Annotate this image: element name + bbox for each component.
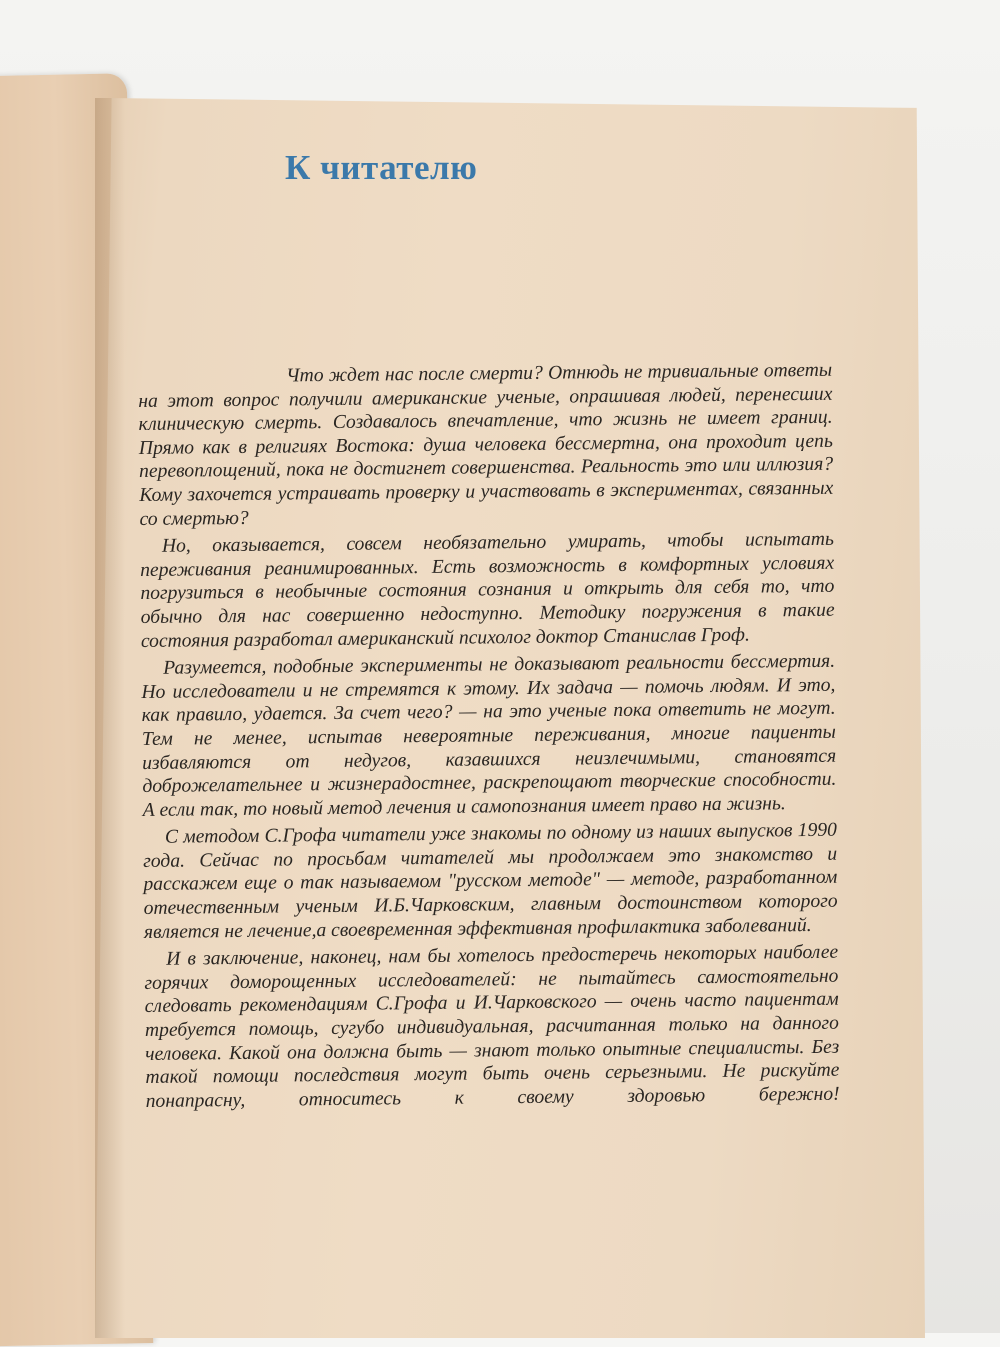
page-title: К читателю (285, 148, 478, 187)
paragraph-2: Но, оказывается, совсем необязательно умирать, чтобы испытать переживания реанимированных. Есть возможность в комфортных условиях погрузиться в необычные состояния сознания и открыть для себя то, что обычно для нас совершенно недоступно. Методику погружения в такие состояния разработал американский психолог доктор Станислав Гроф. (140, 528, 835, 652)
paragraph-5: И в заключение, наконец, нам бы хотелось предостеречь некоторых наиболее горячих доморощенных исследователей: не пытайтесь самостоятельно следовать рекомендациям С.Грофа и И.Чарковского — очень часто пациентам требуется помощь, сугубо индивидуальная, расчитанная только на данного человека. Какой она должна быть — знают только опытные специалисты. Без такой помощи последствия могут быть очень серьезными. Не рискуйте понапрасну, относитесь к своему здоровью бережно! (144, 941, 840, 1112)
paragraph-3: Разумеется, подобные эксперименты не доказывают реальности бессмертия. Но исследователи и не стремятся к этому. Их задача — помочь людям. И это, как правило, удается. За счет чего? — на это ученые пока ответить не могут. Тем не менее, испытав невероятные переживания, многие пациенты избавляются от недугов, казавшихся неизлечимыми, становятся доброжелательнее и жизнерадостнее, раскрепощают творческие способности. А если так, то новый метод лечения и самопознания имеет право на жизнь. (141, 650, 837, 821)
paragraph-1: Что ждет нас после смерти? Отнюдь не тривиальные ответы на этот вопрос получили американские ученые, опрашивая людей, перенесших клиническую смерть. Создавалось впечатление, что жизнь не имеет границ. Прямо как в религиях Востока: душа человека бессмертна, она проходит цепь перевоплощений, пока не достигнет совершенства. Реальность это или иллюзия? Кому захочется устраивать проверку и участвовать в экспериментах, связанных со смертью? (138, 359, 834, 530)
body-text (138, 359, 840, 1118)
gutter-shadow (95, 98, 125, 1338)
paragraph-4: С методом С.Грофа читатели уже знакомы по одному из наших выпусков 1990 года. Сейчас по просьбам читателей мы продолжаем это знакомство и расскажем еще о так называемом "русском методе" — методе, разработанном отечественным ученым И.Б.Чарковским, главным достоинством которого является не лечение,а своевременная эффективная профилактика заболеваний. (143, 819, 838, 943)
